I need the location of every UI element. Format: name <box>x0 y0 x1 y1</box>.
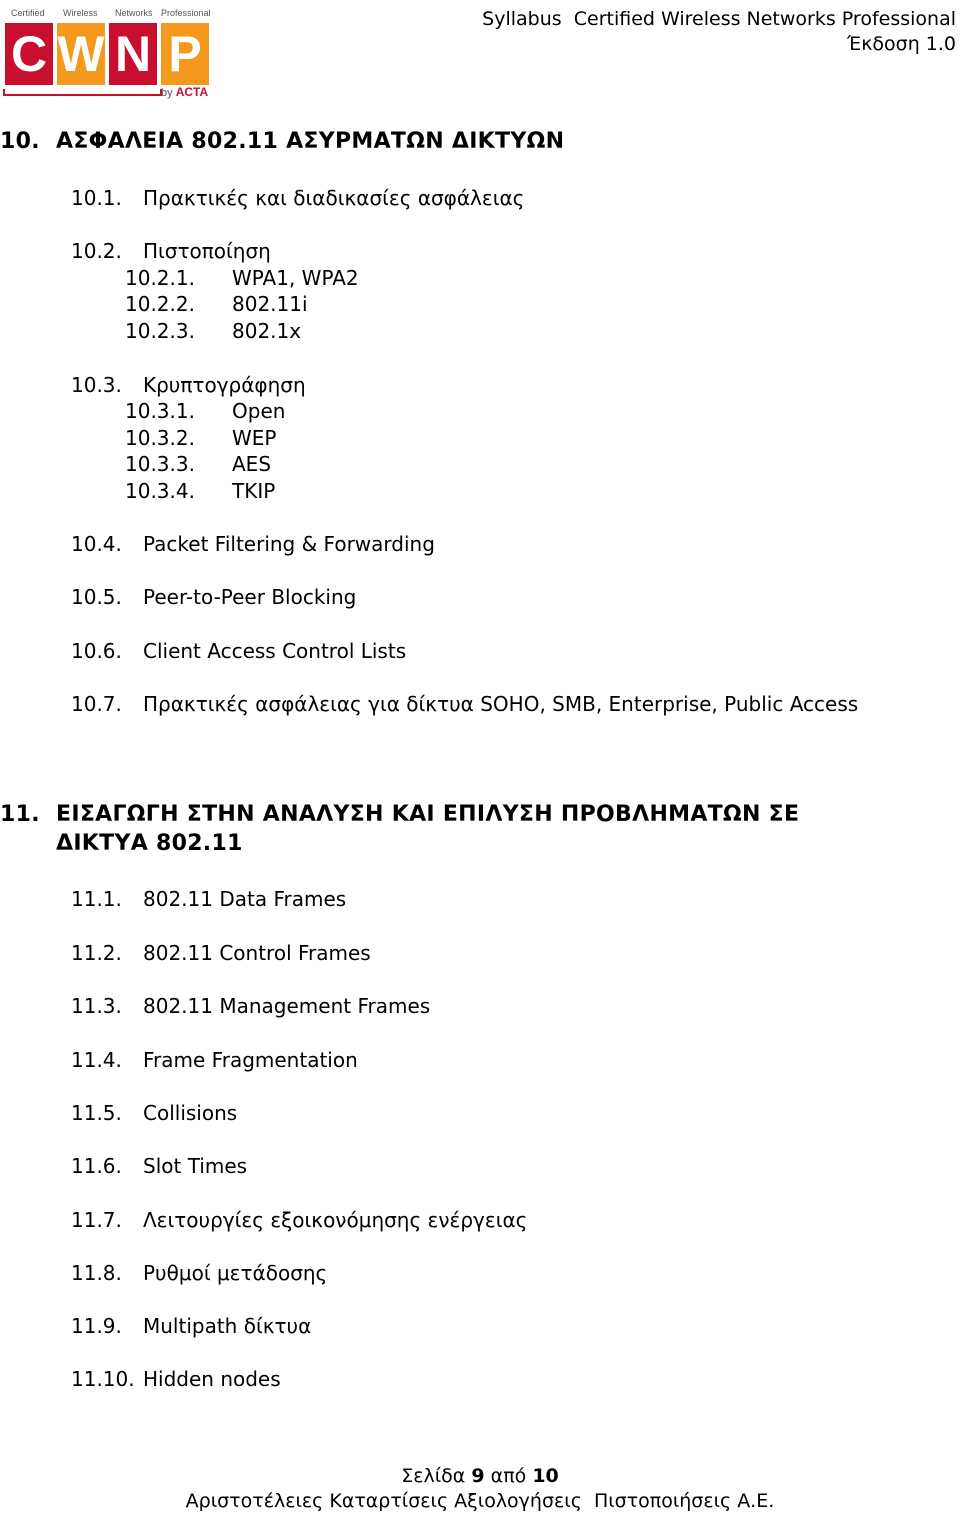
item-number: 11.7. <box>71 1208 122 1232</box>
item-text: Πιστοποίηση <box>143 239 271 263</box>
logo-underline <box>3 89 162 96</box>
subitem-number: 10.3.3. <box>125 452 195 476</box>
item-number: 11.2. <box>71 941 122 965</box>
subitem-number: 10.2.2. <box>125 292 195 316</box>
item-number: 11.10. <box>71 1367 135 1391</box>
page-number <box>0 1464 960 1489</box>
subitem-number: 10.3.4. <box>125 479 195 503</box>
item-number: 10.3. <box>71 373 122 397</box>
logo-letter-w: W <box>57 23 105 85</box>
item-text: Client Access Control Lists <box>143 639 407 663</box>
item-text: Πρακτικές ασφάλειας για δίκτυα SOHO, SMB, Enterprise, Public Access <box>143 692 859 716</box>
footer-organization: Αριστοτέλειες Καταρτίσεις Αξιολογήσεις Πιστοποιήσεις Α.Ε. <box>185 1490 775 1512</box>
item-text: Frame Fragmentation <box>143 1048 358 1072</box>
item-text: Πρακτικές και διαδικασίες ασφάλειας <box>143 186 525 210</box>
page-word: Σελίδα <box>401 1465 466 1487</box>
subitem-text: TKIP <box>232 479 276 503</box>
item-text: 802.11 Control Frames <box>143 941 371 965</box>
subitem-text: 802.11i <box>232 292 308 316</box>
section-title-line1: ΕΙΣΑΓΩΓΗ ΣΤΗΝ ΑΝΑΛΥΣΗ ΚΑΙ ΕΠΙΛΥΣΗ ΠΡΟΒΛΗΜΑΤΩΝ ΣΕ <box>56 802 800 827</box>
document-title: Syllabus Certified Wireless Networks Professional <box>482 8 956 30</box>
logo-label-professional: Professional <box>161 8 211 18</box>
item-text: Ρυθμοί μετάδοσης <box>143 1261 328 1285</box>
logo-by-text: by <box>161 87 173 99</box>
item-text: 802.11 Management Frames <box>143 994 431 1018</box>
item-number: 10.1. <box>71 186 122 210</box>
item-text: Collisions <box>143 1101 238 1125</box>
item-number: 11.1. <box>71 887 122 911</box>
subitem-number: 10.3.1. <box>125 399 195 423</box>
total-pages: 10 <box>532 1465 559 1487</box>
logo-label-networks: Networks <box>115 8 153 18</box>
logo-letter-c: C <box>5 23 53 85</box>
item-number: 11.5. <box>71 1101 122 1125</box>
logo-letter-n: N <box>109 23 157 85</box>
item-number: 11.8. <box>71 1261 122 1285</box>
subitem-number: 10.2.3. <box>125 319 195 343</box>
item-text: Multipath δίκτυα <box>143 1314 312 1338</box>
current-page: 9 <box>471 1465 485 1487</box>
section-number: 10. <box>0 129 40 154</box>
section-number: 11. <box>0 802 40 827</box>
item-text: Λειτουργίες εξοικονόμησης ενέργειας <box>143 1208 528 1232</box>
item-number: 10.6. <box>71 639 122 663</box>
item-text: Peer-to-Peer Blocking <box>143 585 357 609</box>
item-number: 10.5. <box>71 585 122 609</box>
subitem-number: 10.3.2. <box>125 426 195 450</box>
cwnp-logo <box>3 7 211 99</box>
subitem-number: 10.2.1. <box>125 266 195 290</box>
item-number: 11.3. <box>71 994 122 1018</box>
item-text: 802.11 Data Frames <box>143 887 347 911</box>
header-info <box>482 7 956 57</box>
logo-top-labels <box>3 7 211 21</box>
item-text: Packet Filtering & Forwarding <box>143 532 435 556</box>
logo-by-acta <box>161 85 208 99</box>
logo-letter-p: P <box>161 23 209 85</box>
item-number: 10.7. <box>71 692 122 716</box>
item-text: Slot Times <box>143 1154 248 1178</box>
section-title-line2: ΔΙΚΤΥΑ 802.11 <box>56 831 243 856</box>
item-number: 11.6. <box>71 1154 122 1178</box>
logo-brand: ACTA <box>175 85 209 99</box>
item-number: 10.4. <box>71 532 122 556</box>
item-number: 11.9. <box>71 1314 122 1338</box>
subitem-text: Open <box>232 399 286 423</box>
logo-label-wireless: Wireless <box>63 8 98 18</box>
item-number: 11.4. <box>71 1048 122 1072</box>
document-version: Έκδοση 1.0 <box>847 33 956 55</box>
subitem-text: WPA1, WPA2 <box>232 266 359 290</box>
section-title: ΑΣΦΑΛΕΙΑ 802.11 ΑΣΥΡΜΑΤΩΝ ΔΙΚΤΥΩΝ <box>56 129 565 154</box>
subitem-text: 802.1x <box>232 319 302 343</box>
item-number: 10.2. <box>71 239 122 263</box>
logo-label-certified: Certified <box>11 8 45 18</box>
item-text: Hidden nodes <box>143 1367 281 1391</box>
of-word: από <box>490 1465 527 1487</box>
subitem-text: WEP <box>232 426 277 450</box>
item-text: Κρυπτογράφηση <box>143 373 306 397</box>
subitem-text: AES <box>232 452 272 476</box>
